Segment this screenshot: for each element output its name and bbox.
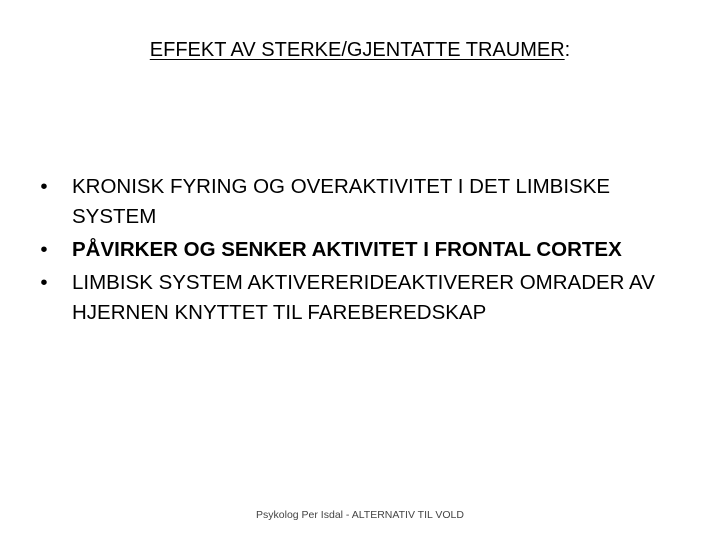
slide-title-colon: : [564, 39, 571, 61]
bullet-item [34, 235, 694, 265]
bullet-text: LIMBISK SYSTEM AKTIVERERIDEAKTIVERER OMRADER AV HJERNEN KNYTTET TIL FAREBEREDSKAP [72, 271, 655, 324]
bullet-text: PÅVIRKER OG SENKER AKTIVITET I FRONTAL CORTEX [72, 238, 622, 261]
bullet-dot-icon: • [40, 238, 48, 261]
bullet-dot-icon: • [40, 271, 48, 294]
slide-title [0, 36, 720, 64]
bullet-list [34, 172, 694, 331]
slide-footer: Psykolog Per Isdal - ALTERNATIV TIL VOLD [256, 509, 464, 521]
slide-title-text: EFFEKT AV STERKE/GJENTATTE TRAUMER [149, 39, 565, 61]
bullet-text: KRONISK FYRING OG OVERAKTIVITET I DET LIMBISKE SYSTEM [72, 175, 611, 228]
bullet-item [34, 268, 694, 328]
bullet-dot-icon: • [40, 175, 48, 198]
bullet-item [34, 172, 694, 232]
